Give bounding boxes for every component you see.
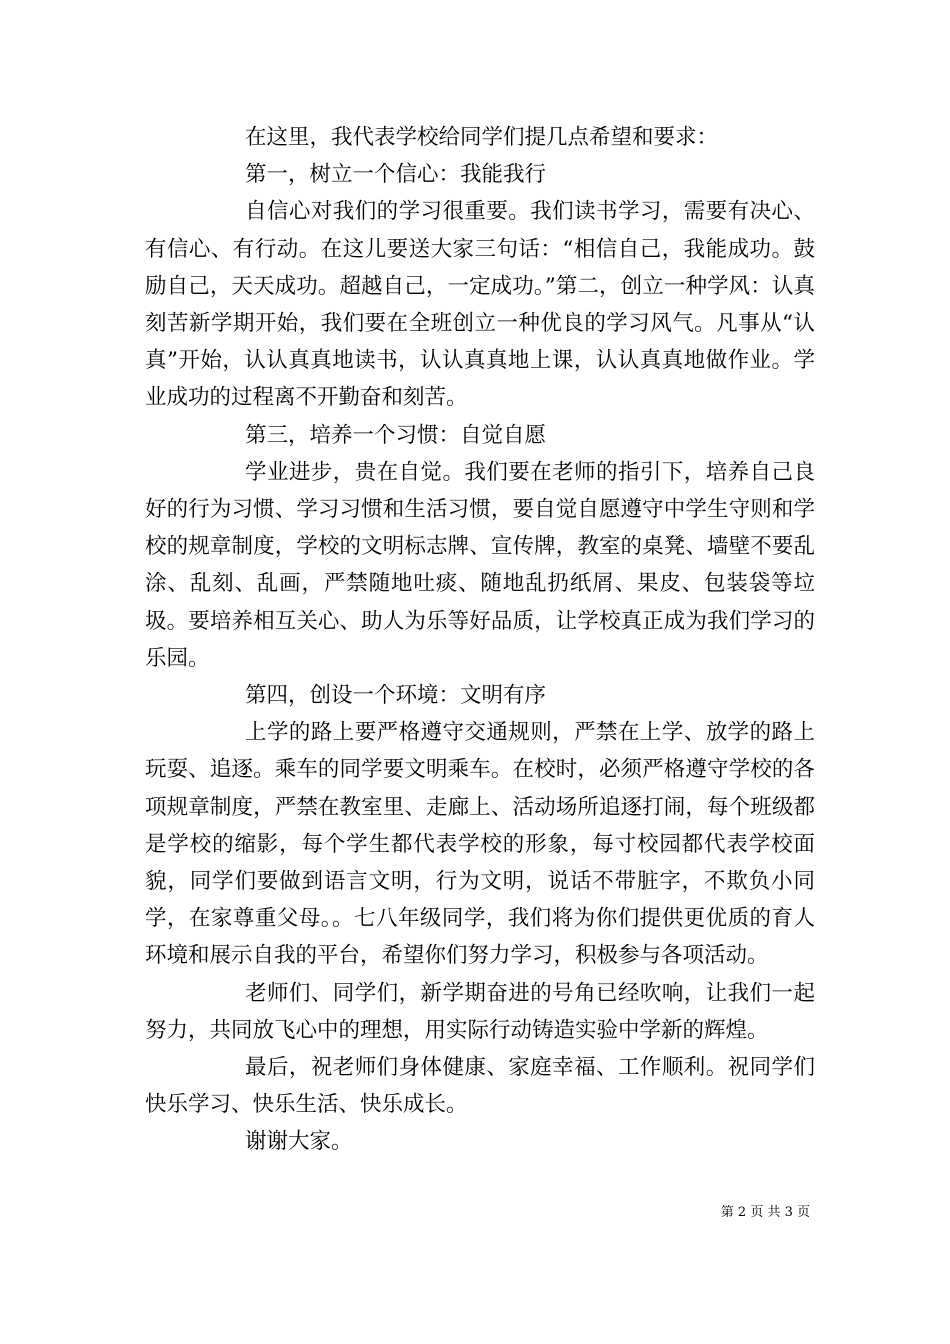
paragraph-thanks: 谢谢大家。 bbox=[245, 1129, 353, 1155]
paragraph-wishes: 最后，祝老师们身体健康、家庭幸福、工作顺利。祝同学们快乐学习、快乐生活、快乐成长。 bbox=[145, 1055, 815, 1118]
heading-point-one: 第一，树立一个信心：我能我行 bbox=[245, 162, 547, 188]
page-number-label: 第 2 页 共 3 页 bbox=[720, 1205, 810, 1220]
heading-point-four: 第四，创设一个环境：文明有序 bbox=[245, 683, 547, 709]
paragraph-intro: 在这里，我代表学校给同学们提几点希望和要求： bbox=[245, 125, 719, 150]
paragraph-point-four: 上学的路上要严格遵守交通规则，严禁在上学、放学的路上玩耍、追逐。乘车的同学要文明乘车。在校时，必须严格遵守学校的各项规章制度，严禁在教室里、走廊上、活动场所追逐打闹，每个班级都是学校的缩影，每个学生都代表学校的形象，每寸校园都代表学校面貌，同学们要做到语言文明，行为文明，说话不带脏字，不欺负小同学，在家尊重父母。。七八年级同学，我们将为你们提供更优质的育人环境和展示自我的平台，希望你们努力学习，积极参与各项活动。 bbox=[145, 720, 815, 969]
document-body bbox=[145, 119, 815, 1161]
page-number-footer bbox=[700, 1204, 810, 1222]
paragraph-call-to-action: 老师们、同学们，新学期奋进的号角已经吹响，让我们一起努力，共同放飞心中的理想，用实际行动铸造实验中学新的辉煌。 bbox=[145, 980, 815, 1043]
heading-point-three: 第三，培养一个习惯：自觉自愿 bbox=[245, 422, 547, 448]
paragraph-point-three: 学业进步，贵在自觉。我们要在老师的指引下，培养自己良好的行为习惯、学习习惯和生活习惯，要自觉自愿遵守中学生守则和学校的规章制度，学校的文明标志牌、宣传牌，教室的桌凳、墙壁不要乱涂、乱刻、乱画，严禁随地吐痰、随地乱扔纸屑、果皮、包装袋等垃圾。要培养相互关心、助人为乐等好品质，让学校真正成为我们学习的乐园。 bbox=[145, 459, 815, 671]
paragraph-point-one: 自信心对我们的学习很重要。我们读书学习，需要有决心、有信心、有行动。在这儿要送大家三句话：“相信自己，我能成功。鼓励自己，天天成功。超越自己，一定成功。”第二，创立一种学风：认真刻苦新学期开始，我们要在全班创立一种优良的学习风气。凡事从“认真”开始，认认真真地读书，认认真真地上课，认认真真地做作业。学业成功的过程离不开勤奋和刻苦。 bbox=[145, 199, 815, 411]
